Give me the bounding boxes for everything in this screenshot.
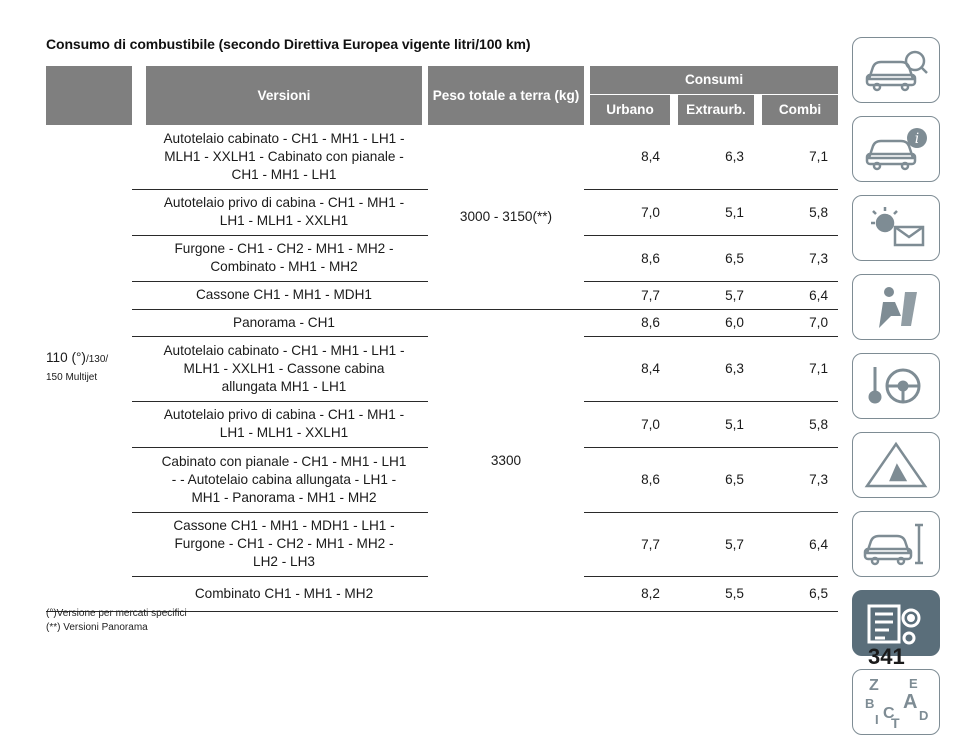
urbano-value: 8,6 [590,235,670,281]
model-cell [46,125,132,611]
model-variant: /130/ [85,353,109,365]
car-service-icon[interactable] [852,511,940,577]
page-title: Consumo di combustibile (secondo Direttiva Europea vigente litri/100 km) [46,36,531,52]
index-letter: I [875,712,879,727]
version-cell: Cassone CH1 - MH1 - MDH1 [146,281,422,309]
extraurb-value: 6,5 [678,447,754,512]
header-consumi: Consumi [590,66,838,94]
airbag-seat-icon[interactable] [852,274,940,340]
urbano-value: 8,6 [590,309,670,336]
warning-lights-icon[interactable] [852,195,940,261]
combi-value: 6,5 [762,576,838,611]
footnotes [46,607,187,635]
combi-value: 7,1 [762,336,838,401]
footnote: (°)Versione per mercati specifici [46,608,187,619]
urbano-value: 7,7 [590,512,670,576]
extraurb-value: 5,1 [678,401,754,447]
extraurb-value: 6,0 [678,309,754,336]
version-cell: Autotelaio privo di cabina - CH1 - MH1 - LH1 - MLH1 - XXLH1 [146,189,422,235]
extraurb-value: 6,3 [678,125,754,189]
urbano-value: 7,0 [590,189,670,235]
version-cell: Furgone - CH1 - CH2 - MH1 - MH2 - Combinato - MH1 - MH2 [146,235,422,281]
road-warning-icon[interactable] [852,432,940,498]
extraurb-value: 5,5 [678,576,754,611]
weight-cell: 3300 [428,309,584,611]
extraurb-value: 5,1 [678,189,754,235]
svg-text:i: i [914,131,920,147]
combi-value: 6,4 [762,281,838,309]
extraurb-value: 6,3 [678,336,754,401]
car-info-letter-icon[interactable] [852,116,940,182]
version-cell: Autotelaio privo di cabina - CH1 - MH1 - LH1 - MLH1 - XXLH1 [146,401,422,447]
header-versioni: Versioni [146,66,422,125]
extraurb-value: 6,5 [678,235,754,281]
fuel-consumption-table [46,66,838,612]
index-letter: Z [869,677,879,694]
header-peso: Peso totale a terra (kg) [428,66,584,125]
index-letter: D [919,708,929,723]
header-extraurb: Extraurb. [678,94,754,125]
combi-value: 7,1 [762,125,838,189]
index-letter: E [909,676,918,691]
version-cell: Cabinato con pianale - CH1 - MH1 - LH1 - - Autotelaio cabina allungata - LH1 - MH1 - Panorama - MH1 - MH2 [146,447,422,512]
header-combi: Combi [762,94,838,125]
urbano-value: 7,7 [590,281,670,309]
combi-value: 6,4 [762,512,838,576]
index-letters-icon[interactable] [852,669,940,735]
combi-value: 7,3 [762,235,838,281]
chapter-sidebar [852,37,942,748]
urbano-value: 8,4 [590,125,670,189]
urbano-value: 8,2 [590,576,670,611]
index-letter: T [891,715,900,730]
footnote: (**) Versioni Panorama [46,622,148,633]
header-model-blank [46,66,132,125]
index-letter: C [883,705,895,722]
urbano-value: 7,0 [590,401,670,447]
version-cell: Cassone CH1 - MH1 - MDH1 - LH1 - Furgone - CH1 - CH2 - MH1 - MH2 - LH2 - LH3 [146,512,422,576]
combi-value: 7,3 [762,447,838,512]
version-cell: Autotelaio cabinato - CH1 - MH1 - LH1 - MLH1 - XXLH1 - Cassone cabina allungata MH1 - LH1 [146,336,422,401]
extraurb-value: 5,7 [678,512,754,576]
model-engine: 150 Multijet [46,371,98,383]
weight-cell: 3000 - 3150(**) [428,125,584,309]
version-cell: Combinato CH1 - MH1 - MH2 [146,576,422,611]
version-cell: Autotelaio cabinato - CH1 - MH1 - LH1 - MLH1 - XXLH1 - Cabinato con pianale - CH1 - MH1 - LH1 [146,125,422,189]
index-letter: A [903,691,918,713]
extraurb-value: 5,7 [678,281,754,309]
combi-value: 7,0 [762,309,838,336]
index-letter: B [865,696,875,711]
header-urbano: Urbano [590,94,670,125]
combi-value: 5,8 [762,189,838,235]
version-cell: Panorama - CH1 [146,309,422,336]
urbano-value: 8,4 [590,336,670,401]
model-name: 110 (°) [46,349,86,365]
page-number: 341 [868,644,905,669]
steering-key-icon[interactable] [852,353,940,419]
car-info-icon[interactable] [852,37,940,103]
urbano-value: 8,6 [590,447,670,512]
combi-value: 5,8 [762,401,838,447]
